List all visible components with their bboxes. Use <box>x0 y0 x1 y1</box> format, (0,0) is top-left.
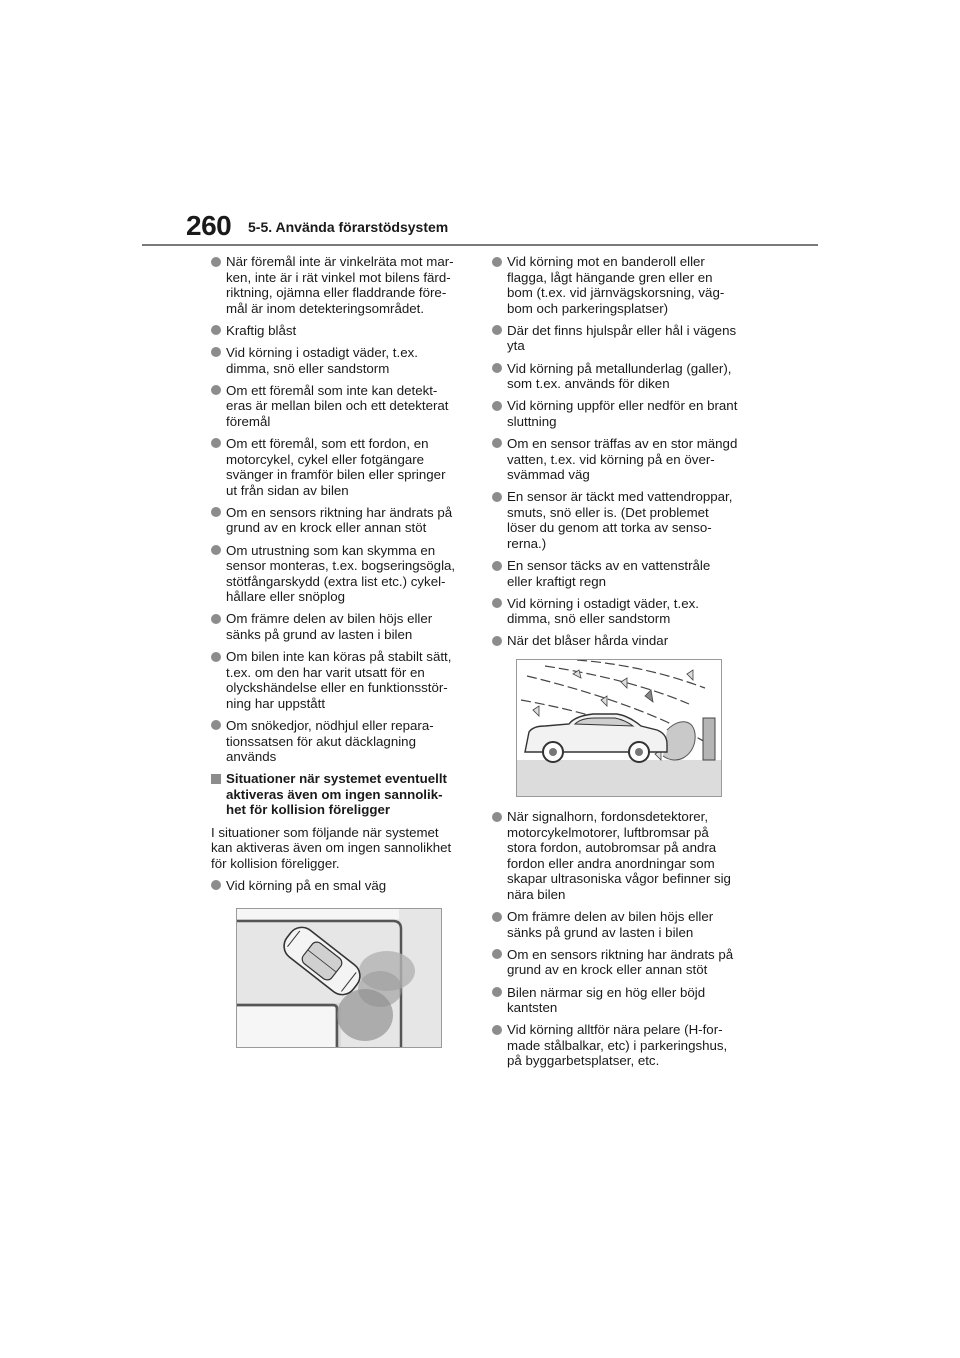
page-number: 260 <box>186 210 232 241</box>
bullet-icon <box>211 614 221 624</box>
list-item <box>492 809 754 903</box>
list-item-text: Om snökedjor, nödhjul eller repara- tionssatsen för akut däcklagning används <box>226 717 434 765</box>
list-item <box>492 1022 754 1069</box>
bullet-icon <box>211 720 221 730</box>
list-item <box>492 633 754 649</box>
list-item <box>492 909 754 940</box>
strong-wind-illustration <box>516 659 722 797</box>
list-item-text: Vid körning mot en banderoll eller flagga, lågt hängande gren eller en bom (t.ex. vid järnvägskorsning, väg- bom och parkeringsplatser) <box>507 254 725 316</box>
bullet-icon <box>492 912 502 922</box>
list-item-text: En sensor täcks av en vattenstråle eller kraftigt regn <box>507 558 711 589</box>
list-item-text: Vid körning på en smal väg <box>226 877 387 893</box>
list-item <box>492 947 754 978</box>
left-column <box>211 254 469 1048</box>
list-item <box>211 383 469 430</box>
bullet-icon <box>492 492 502 502</box>
list-item-text: När signalhorn, fordonsdetektorer, motorcykelmotorer, luftbromsar på stora fordon, autobromsar på andra fordon eller andra anordningar som skapar ultrasoniska vågor befinner sig nära bilen <box>507 809 731 903</box>
bullet-icon <box>211 257 221 267</box>
list-item <box>492 323 754 354</box>
list-item-text: Vid körning i ostadigt väder, t.ex. dimma, snö eller sandstorm <box>226 344 418 376</box>
bullet-icon <box>492 257 502 267</box>
list-item-text: Om utrustning som kan skymma en sensor monteras, t.ex. bogseringsögla, stötfångarskydd (extra list etc.) cykel- hållare eller snöplog <box>226 542 456 605</box>
list-item <box>211 878 469 894</box>
list-item <box>211 436 469 498</box>
section-title: 5-5. Använda förarstödsystem <box>248 219 449 235</box>
list-item <box>492 596 754 627</box>
bullet-icon <box>492 812 502 822</box>
list-item <box>211 649 469 711</box>
bullet-icon <box>492 987 502 997</box>
list-item-text: Vid körning uppför eller nedför en brant sluttning <box>507 398 738 429</box>
sub-heading <box>211 771 469 818</box>
list-item <box>492 985 754 1016</box>
list-item-text: Om en sensors riktning har ändrats på grund av en krock eller annan stöt <box>507 946 734 978</box>
list-item-text: En sensor är täckt med vattendroppar, smuts, snö eller is. (Det problemet löser du genom att torka av senso- rerna.) <box>507 489 733 551</box>
list-item-text: Om bilen inte kan köras på stabilt sätt, t.ex. om den har varit utsatt för en olyckshändelse eller en funktionsstör- ning har uppstått <box>226 649 452 711</box>
intro-paragraph: I situationer som följande när systemet kan aktiveras även om ingen sannolikhet för kollision föreligger. <box>211 824 452 871</box>
list-item-text: Om ett föremål som inte kan detekt- eras är mellan bilen och ett detekterat föremål <box>226 382 449 429</box>
header-rule <box>142 244 818 246</box>
list-item-text: Om främre delen av bilen höjs eller sänks på grund av lasten i bilen <box>507 909 714 940</box>
list-item <box>492 489 754 551</box>
list-item <box>492 254 754 316</box>
bullet-icon <box>211 507 221 517</box>
list-item-text: Vid körning alltför nära pelare (H-for- made stålbalkar, etc) i parkeringshus, på byggarbetsplatser, etc. <box>507 1022 728 1069</box>
list-item-text: När föremål inte är vinkelräta mot mar- ken, inte är i rät vinkel mot bilens färd- riktning, ojämna eller fladdrande före- mål är inom detekteringsområdet. <box>226 254 454 316</box>
bullet-icon <box>492 949 502 959</box>
bullet-icon <box>211 347 221 357</box>
bullet-icon <box>492 1025 502 1035</box>
list-item-text: Om ett föremål, som ett fordon, en motorcykel, cykel eller fotgängare svänger in framför bilen eller springer ut från sidan av bilen <box>226 435 446 498</box>
list-item <box>211 323 469 339</box>
list-item-text: Om främre delen av bilen höjs eller sänks på grund av lasten i bilen <box>226 611 433 642</box>
list-item <box>211 543 469 605</box>
bullet-icon <box>211 325 221 335</box>
list-item <box>492 398 754 429</box>
list-item-text: Bilen närmar sig en hög eller böjd kantsten <box>507 984 706 1016</box>
bullet-icon <box>211 652 221 662</box>
bullet-icon <box>492 438 502 448</box>
bullet-icon <box>211 545 221 555</box>
list-item <box>211 345 469 376</box>
bullet-icon <box>211 880 221 890</box>
bullet-icon <box>492 598 502 608</box>
sub-heading-text: Situationer när systemet eventuellt aktiveras även om ingen sannolik- het för kollision föreligger <box>226 771 447 818</box>
right-column <box>492 254 754 1075</box>
bullet-icon <box>492 401 502 411</box>
list-item-text: Om en sensors riktning har ändrats på grund av en krock eller annan stöt <box>226 504 453 536</box>
list-item <box>492 436 754 483</box>
list-item <box>211 611 469 642</box>
list-item-text: Där det finns hjulspår eller hål i vägens yta <box>507 322 737 354</box>
bullet-icon <box>492 363 502 373</box>
square-marker-icon <box>211 774 221 784</box>
list-item <box>211 254 469 316</box>
list-item <box>211 505 469 536</box>
list-item <box>211 718 469 765</box>
bullet-icon <box>211 438 221 448</box>
bullet-icon <box>492 636 502 646</box>
bullet-icon <box>211 385 221 395</box>
list-item-text: Vid körning i ostadigt väder, t.ex. dimma, snö eller sandstorm <box>507 595 699 627</box>
list-item-text: När det blåser hårda vindar <box>507 633 669 649</box>
list-item-text: Kraftig blåst <box>226 322 297 338</box>
list-item-text: Vid körning på metallunderlag (galler), som t.ex. används för diken <box>507 360 732 392</box>
narrow-road-illustration <box>236 908 442 1048</box>
bullet-icon <box>492 561 502 571</box>
list-item <box>492 558 754 589</box>
list-item <box>492 361 754 392</box>
bullet-icon <box>492 325 502 335</box>
list-item-text: Om en sensor träffas av en stor mängd vatten, t.ex. vid körning på en över- svämmad väg <box>507 435 738 483</box>
